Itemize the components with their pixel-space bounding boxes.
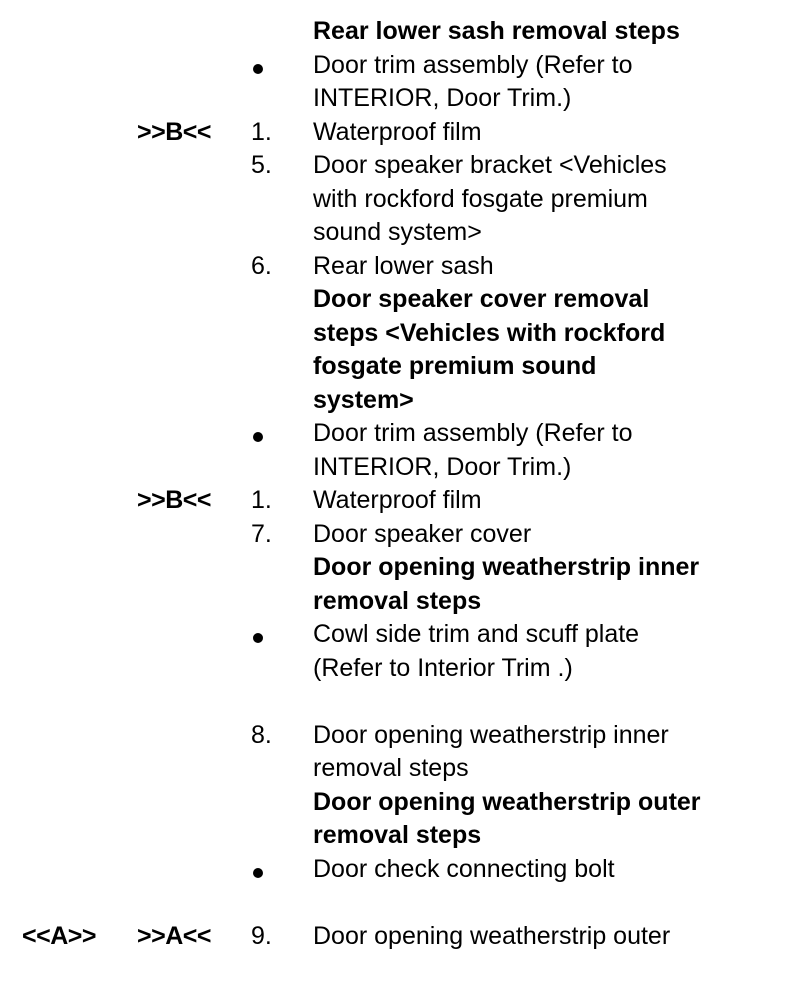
document-line bbox=[0, 116, 800, 149]
document-line bbox=[0, 920, 800, 953]
document-line bbox=[0, 786, 800, 819]
document-line bbox=[0, 317, 800, 350]
step-number: 6. bbox=[251, 252, 272, 280]
step-text: (Refer to Interior Trim .) bbox=[313, 654, 573, 682]
section-heading: steps <Vehicles with rockford bbox=[313, 319, 666, 347]
step-text: with rockford fosgate premium bbox=[313, 185, 648, 213]
step-text: INTERIOR, Door Trim.) bbox=[313, 453, 572, 481]
bullet-icon bbox=[253, 432, 263, 442]
document-line bbox=[0, 82, 800, 115]
document-line bbox=[0, 886, 800, 919]
step-text: Rear lower sash bbox=[313, 252, 494, 280]
document-line bbox=[0, 350, 800, 383]
step-text: sound system> bbox=[313, 218, 482, 246]
document-line bbox=[0, 819, 800, 852]
step-text: Door check connecting bolt bbox=[313, 855, 615, 883]
step-text: removal steps bbox=[313, 754, 469, 782]
step-number: 8. bbox=[251, 721, 272, 749]
step-number: 7. bbox=[251, 520, 272, 548]
document-line bbox=[0, 417, 800, 450]
step-text: Waterproof film bbox=[313, 118, 482, 146]
document-line bbox=[0, 283, 800, 316]
section-heading: Door opening weatherstrip inner bbox=[313, 553, 700, 581]
document-line bbox=[0, 484, 800, 517]
document-line bbox=[0, 149, 800, 182]
document-line bbox=[0, 451, 800, 484]
section-heading: Door speaker cover removal bbox=[313, 285, 650, 313]
step-number: 1. bbox=[251, 486, 272, 514]
section-heading: Door opening weatherstrip outer bbox=[313, 788, 701, 816]
step-text: Door opening weatherstrip inner bbox=[313, 721, 669, 749]
reference-marker-right: >>B<< bbox=[137, 118, 211, 146]
step-text: Door speaker bracket <Vehicles bbox=[313, 151, 667, 179]
document-line bbox=[0, 384, 800, 417]
step-number: 1. bbox=[251, 118, 272, 146]
document-line bbox=[0, 585, 800, 618]
section-heading: fosgate premium sound bbox=[313, 352, 597, 380]
step-number: 5. bbox=[251, 151, 272, 179]
section-heading: system> bbox=[313, 386, 414, 414]
document-line bbox=[0, 685, 800, 718]
document-line bbox=[0, 719, 800, 752]
step-text: Door trim assembly (Refer to bbox=[313, 419, 633, 447]
reference-marker-left: <<A>> bbox=[22, 922, 96, 950]
step-number: 9. bbox=[251, 922, 272, 950]
document-line bbox=[0, 216, 800, 249]
bullet-icon bbox=[253, 64, 263, 74]
document-line bbox=[0, 853, 800, 886]
step-text: Waterproof film bbox=[313, 486, 482, 514]
document-line bbox=[0, 15, 800, 48]
document-line bbox=[0, 618, 800, 651]
step-text: INTERIOR, Door Trim.) bbox=[313, 84, 572, 112]
section-heading: Rear lower sash removal steps bbox=[313, 17, 680, 45]
reference-marker-right: >>B<< bbox=[137, 486, 211, 514]
section-heading: removal steps bbox=[313, 821, 482, 849]
step-text: Door opening weatherstrip outer bbox=[313, 922, 671, 950]
document-line bbox=[0, 652, 800, 685]
reference-marker-right: >>A<< bbox=[137, 922, 211, 950]
step-text: Door trim assembly (Refer to bbox=[313, 51, 633, 79]
bullet-icon bbox=[253, 633, 263, 643]
section-heading: removal steps bbox=[313, 587, 482, 615]
step-text: Door speaker cover bbox=[313, 520, 532, 548]
document-line bbox=[0, 752, 800, 785]
document-line bbox=[0, 49, 800, 82]
step-text: Cowl side trim and scuff plate bbox=[313, 620, 640, 648]
bullet-icon bbox=[253, 868, 263, 878]
document-line bbox=[0, 551, 800, 584]
document-line bbox=[0, 183, 800, 216]
document-line bbox=[0, 250, 800, 283]
document-line bbox=[0, 518, 800, 551]
